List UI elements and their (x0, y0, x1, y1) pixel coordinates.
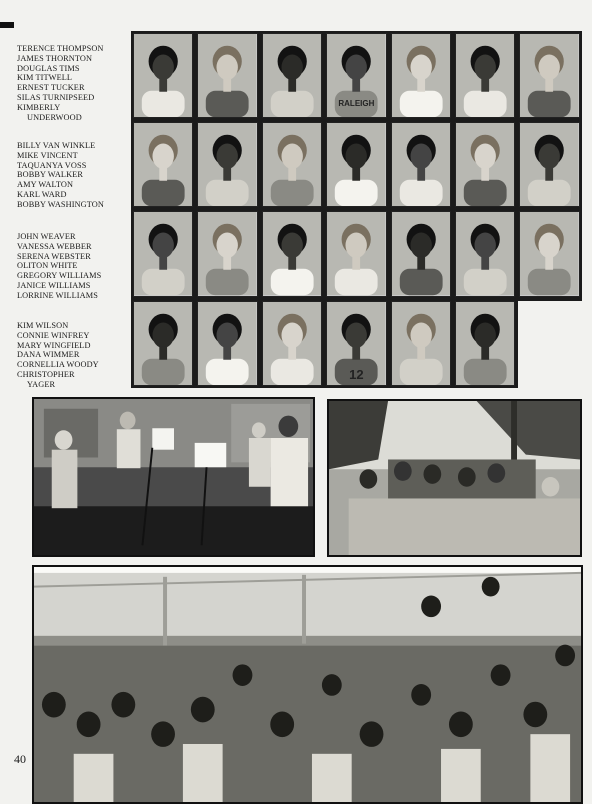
page-number: 40 (14, 752, 26, 766)
student-portrait (326, 211, 386, 296)
student-name: VANESSA WEBBER (17, 241, 92, 251)
student-portrait (455, 211, 515, 296)
student-name: LORRINE WILLIAMS (17, 290, 98, 300)
student-name: MIKE VINCENT (17, 150, 78, 160)
student-name: CHRISTOPHER (17, 369, 75, 379)
student-portrait (262, 33, 322, 118)
student-portrait (197, 122, 257, 207)
student-portrait (519, 33, 579, 118)
student-name: GREGORY WILLIAMS (17, 271, 102, 281)
student-portrait (262, 211, 322, 296)
students-outdoors-photo (327, 399, 582, 557)
student-name: UNDERWOOD (27, 112, 82, 122)
name-list-row-2 (17, 141, 137, 210)
student-name: BOBBY WASHINGTON (17, 199, 104, 209)
student-name: BOBBY WALKER (17, 170, 83, 180)
student-name: TAQUANYA VOSS (17, 160, 87, 170)
student-name: KIM WILSON (17, 321, 69, 330)
student-portrait (455, 122, 515, 207)
name-list-row-1 (17, 44, 137, 122)
portrait-grid (131, 31, 582, 388)
student-portrait (133, 211, 193, 296)
student-portrait (197, 211, 257, 296)
student-name: MARY WINGFIELD (17, 340, 91, 350)
student-portrait (455, 33, 515, 118)
student-name: KIMBERLY (17, 102, 61, 112)
student-portrait (197, 301, 257, 386)
student-portrait (262, 122, 322, 207)
student-name: SERENA WEBSTER (17, 251, 91, 261)
student-name: DOUGLAS TIMS (17, 63, 80, 73)
student-name: KIM TITWELL (17, 73, 73, 83)
student-portrait (391, 211, 451, 296)
student-name: TERENCE THOMPSON (17, 44, 104, 53)
student-name: JANICE WILLIAMS (17, 280, 91, 290)
student-portrait (391, 301, 451, 386)
student-name: JAMES THORNTON (17, 53, 93, 63)
gym-assembly-photo (32, 565, 583, 804)
student-portrait (519, 122, 579, 207)
student-name: ERNEST TUCKER (17, 83, 85, 93)
student-name: CONNIE WINFREY (17, 330, 90, 340)
student-portrait (197, 33, 257, 118)
student-name: JOHN WEAVER (17, 232, 76, 241)
student-name: DANA WIMMER (17, 350, 80, 360)
student-portrait (391, 122, 451, 207)
orchestra-photo (32, 397, 315, 557)
student-portrait (326, 122, 386, 207)
student-portrait (262, 301, 322, 386)
name-list-row-3 (17, 232, 137, 301)
student-name: BILLY VAN WINKLE (17, 141, 96, 150)
student-name: CORNELLIA WOODY (17, 360, 99, 370)
student-name: SILAS TURNIPSEED (17, 92, 95, 102)
student-portrait (133, 301, 193, 386)
student-name: AMY WALTON (17, 180, 74, 190)
student-name: OLITON WHITE (17, 261, 78, 271)
shirt-text: RALEIGH (338, 99, 375, 108)
page-corner-mark (0, 22, 14, 28)
student-portrait (133, 33, 193, 118)
student-portrait (133, 122, 193, 207)
name-list-row-4 (17, 321, 137, 390)
student-portrait (391, 33, 451, 118)
student-portrait (455, 301, 515, 386)
shirt-text: 12 (349, 366, 364, 382)
student-name: KARL WARD (17, 189, 67, 199)
student-portrait (519, 211, 579, 296)
student-name: YAGER (27, 379, 56, 389)
